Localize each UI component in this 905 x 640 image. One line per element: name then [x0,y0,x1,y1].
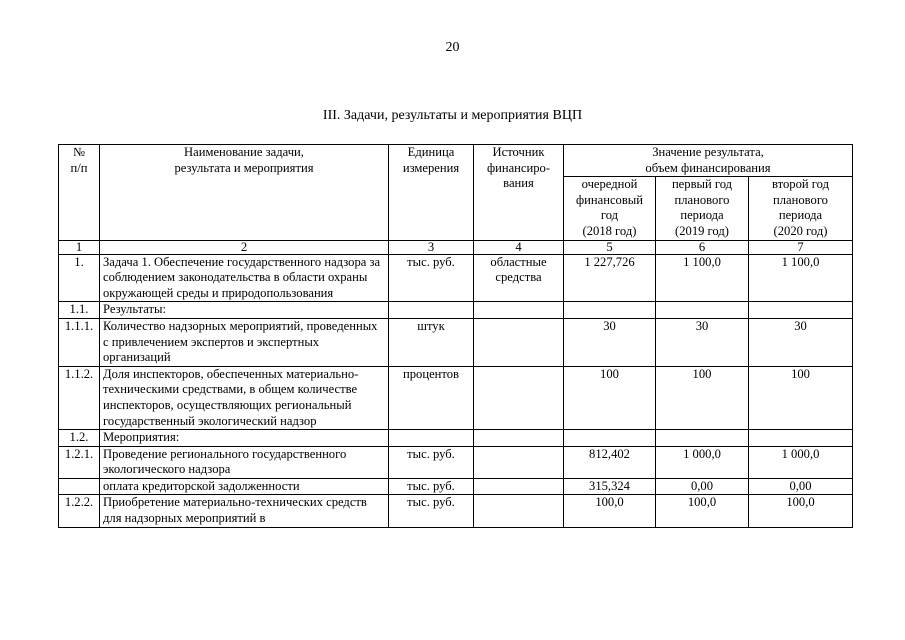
row-source [474,318,564,366]
row-value-2019: 30 [656,318,749,366]
table-row [59,366,853,429]
row-value-2019: 1 000,0 [656,446,749,478]
row-number: 1.2.2. [59,495,100,527]
row-value-2018: 30 [564,318,656,366]
row-value-2018: 812,402 [564,446,656,478]
row-value-2018: 100,0 [564,495,656,527]
row-source [474,366,564,429]
header-value-group: Значение результата, объем финансирования [564,145,853,177]
row-value-2020 [749,430,853,447]
row-number: 1. [59,254,100,302]
column-number-row [59,240,853,254]
row-value-2018: 100 [564,366,656,429]
table-row [59,446,853,478]
column-number: 7 [749,240,853,254]
table-row [59,254,853,302]
header-num: № п/п [59,145,100,241]
row-unit: тыс. руб. [389,446,474,478]
row-source [474,478,564,495]
row-value-2019 [656,430,749,447]
tasks-results-table [58,144,853,528]
row-unit: тыс. руб. [389,495,474,527]
row-unit [389,302,474,319]
row-value-2020: 1 100,0 [749,254,853,302]
header-year-2019: первый год планового периода (2019 год) [656,177,749,240]
row-unit: штук [389,318,474,366]
row-name: оплата кредиторской задолженности [100,478,389,495]
header-row [59,145,853,177]
column-number: 2 [100,240,389,254]
row-name: Проведение регионального государственного экологического надзора [100,446,389,478]
row-name: Мероприятия: [100,430,389,447]
row-source [474,302,564,319]
row-value-2018: 1 227,726 [564,254,656,302]
row-source: областные средства [474,254,564,302]
header-year-2018: очередной финансовый год (2018 год) [564,177,656,240]
row-value-2019: 0,00 [656,478,749,495]
row-name: Доля инспекторов, обеспеченных материально-техническими средствами, в общем количестве инспекторов, осуществляющих региональный государственный экологический надзор [100,366,389,429]
row-unit: тыс. руб. [389,254,474,302]
row-number: 1.2.1. [59,446,100,478]
table-row [59,495,853,527]
row-name: Количество надзорных мероприятий, проведенных с привлечением экспертов и экспертных организаций [100,318,389,366]
row-value-2018 [564,302,656,319]
header-unit: Единица измерения [389,145,474,241]
row-value-2018: 315,324 [564,478,656,495]
column-number: 6 [656,240,749,254]
column-number: 4 [474,240,564,254]
header-source: Источник финансиро- вания [474,145,564,241]
table-row [59,302,853,319]
row-value-2020: 30 [749,318,853,366]
row-number: 1.1. [59,302,100,319]
row-unit: процентов [389,366,474,429]
row-value-2019: 1 100,0 [656,254,749,302]
row-source [474,446,564,478]
row-name: Задача 1. Обеспечение государственного надзора за соблюдением законодательства в области охраны окружающей среды и природопользования [100,254,389,302]
row-number [59,478,100,495]
row-number: 1.1.2. [59,366,100,429]
section-title: III. Задачи, результаты и мероприятия ВЦП [322,108,583,123]
row-value-2019: 100,0 [656,495,749,527]
page-number: 20 [445,40,460,55]
row-value-2020: 100 [749,366,853,429]
table-row [59,318,853,366]
row-number: 1.2. [59,430,100,447]
row-value-2019 [656,302,749,319]
row-value-2018 [564,430,656,447]
column-number: 1 [59,240,100,254]
row-value-2020: 0,00 [749,478,853,495]
row-unit: тыс. руб. [389,478,474,495]
row-name: Результаты: [100,302,389,319]
row-number: 1.1.1. [59,318,100,366]
table-row [59,478,853,495]
row-value-2020: 100,0 [749,495,853,527]
column-number: 3 [389,240,474,254]
row-source [474,430,564,447]
row-value-2019: 100 [656,366,749,429]
table-row [59,430,853,447]
header-year-2020: второй год планового периода (2020 год) [749,177,853,240]
row-source [474,495,564,527]
row-value-2020 [749,302,853,319]
row-value-2020: 1 000,0 [749,446,853,478]
row-unit [389,430,474,447]
header-name: Наименование задачи, результата и мероприятия [100,145,389,241]
column-number: 5 [564,240,656,254]
row-name: Приобретение материально-технических средств для надзорных мероприятий в [100,495,389,527]
